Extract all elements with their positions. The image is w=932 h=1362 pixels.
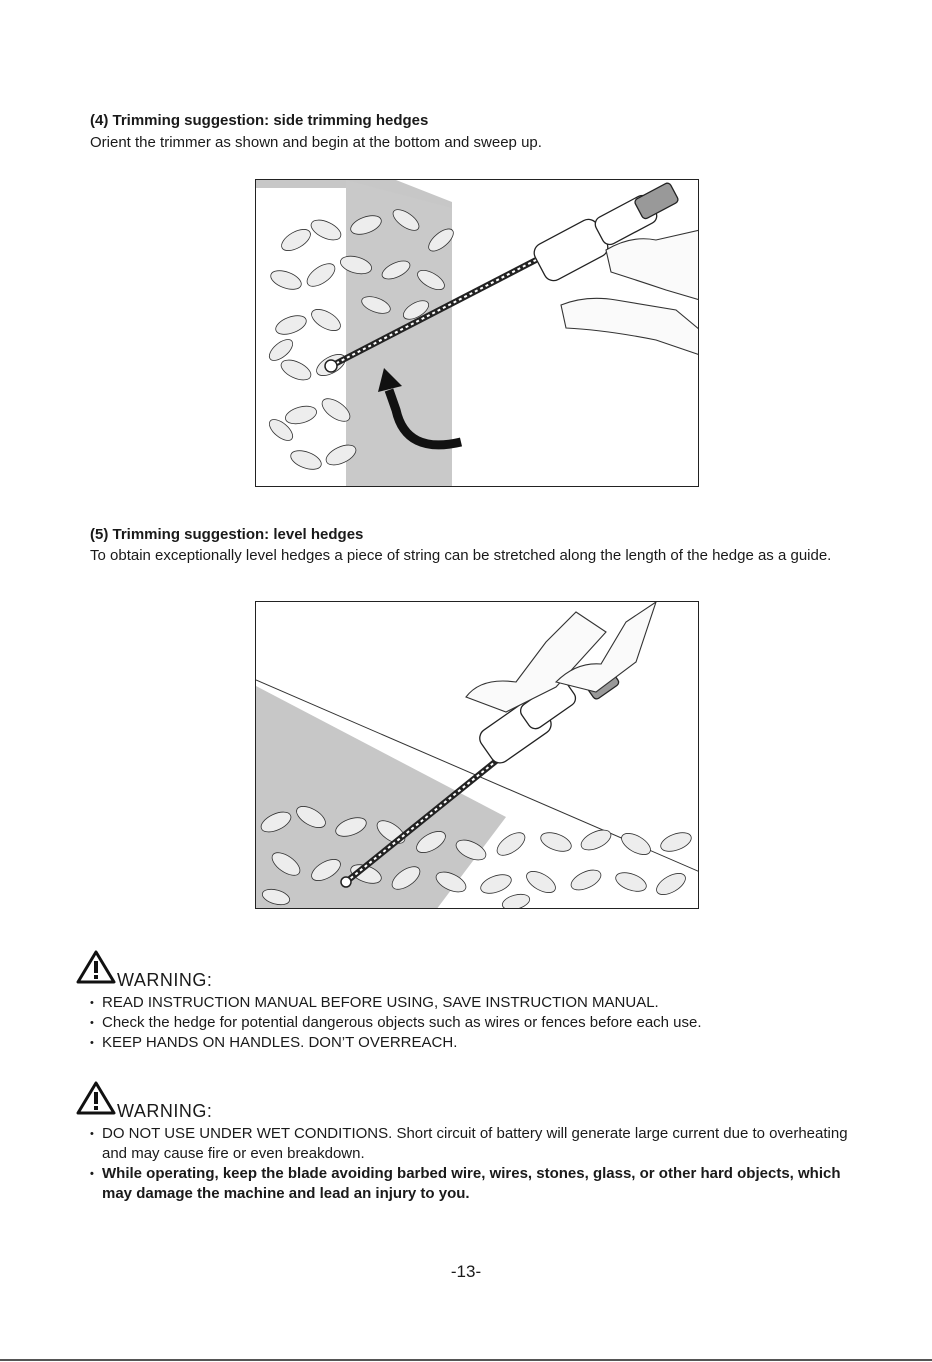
warning-1-heading [76, 950, 212, 989]
list-item: • KEEP HANDS ON HANDLES. DON’T OVERREACH. [90, 1034, 458, 1051]
page-number: -13- [450, 1262, 482, 1281]
warning-triangle-icon [76, 1081, 116, 1120]
section-5-title: (5) Trimming suggestion: level hedges [90, 526, 364, 543]
warning-1-list [90, 993, 850, 1053]
warning-2-heading [76, 1081, 212, 1120]
list-item: • While operating, keep the blade avoiding barbed wire, wires, stones, glass, or other hard objects, which may damage the machine and lead an injury to you. [90, 1165, 841, 1202]
warning-2-list [90, 1124, 850, 1204]
list-item: • READ INSTRUCTION MANUAL BEFORE USING, SAVE INSTRUCTION MANUAL. [90, 994, 659, 1011]
side-trimming-illustration [255, 179, 699, 487]
section-5-text: To obtain exceptionally level hedges a piece of string can be stretched along the length of the hedge as a guide. [90, 547, 832, 564]
warning-triangle-icon [76, 950, 116, 989]
section-4-text: Orient the trimmer as shown and begin at the bottom and sweep up. [90, 134, 542, 151]
section-4-title: (4) Trimming suggestion: side trimming hedges [90, 112, 429, 129]
list-item: • Check the hedge for potential dangerous objects such as wires or fences before each use. [90, 1014, 702, 1031]
warning-2-label: WARNING: [117, 1101, 213, 1121]
warning-1-label: WARNING: [117, 970, 213, 990]
bottom-rule [0, 1359, 932, 1361]
list-item: • DO NOT USE UNDER WET CONDITIONS. Short circuit of battery will generate large current due to overheating and may cause fire or even breakdown. [90, 1125, 848, 1162]
level-trimming-illustration [255, 601, 699, 909]
